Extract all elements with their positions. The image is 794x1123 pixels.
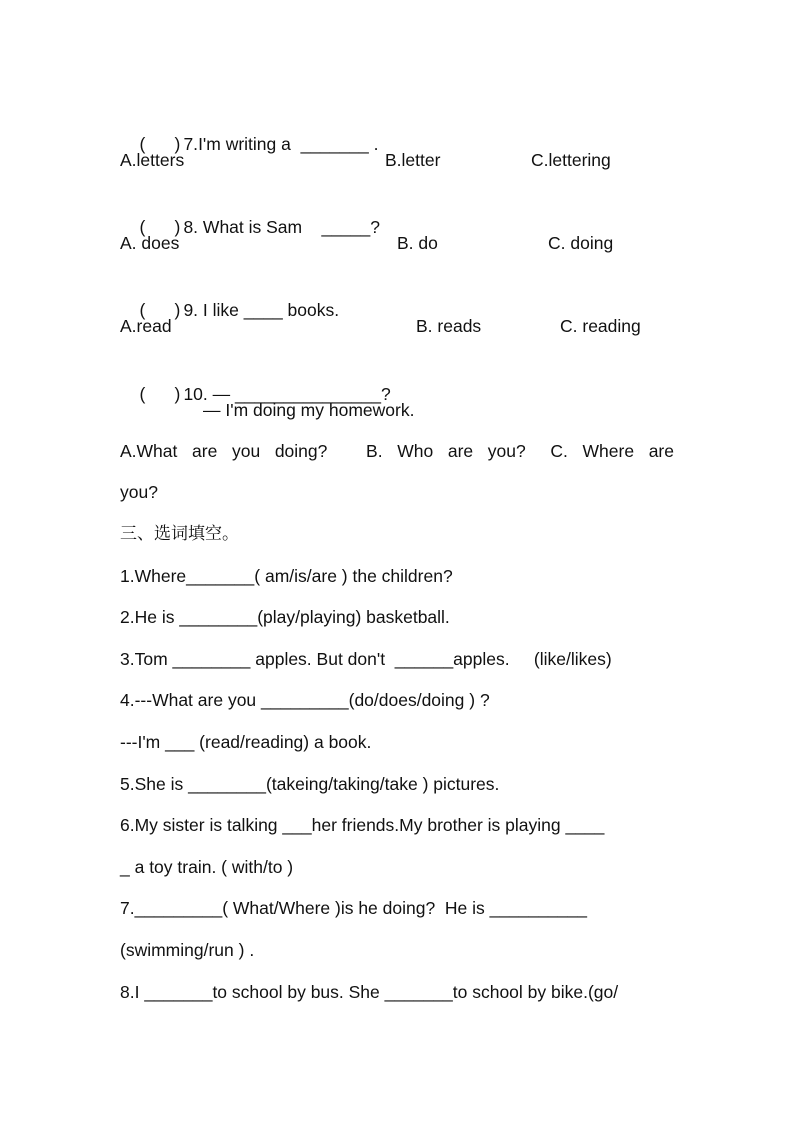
q10-word: are [447, 441, 474, 461]
fill-item-2: 2.He is ________(play/playing) basketball. [120, 607, 450, 627]
q9-option-c: C. reading [560, 316, 641, 336]
question-10-stem: — _______________? [207, 384, 391, 404]
fill-item-7-cont: (swimming/run ) . [120, 940, 255, 960]
q10-options-continued: you? [120, 482, 158, 502]
q10-word: Where [582, 441, 635, 461]
fill-item-3: 3.Tom ________ apples. But don't ______apples. (like/likes) [120, 649, 612, 669]
q10-options-line [120, 438, 674, 464]
question-7-stem: I'm writing a _______ . [198, 134, 379, 154]
q8-option-c: C. doing [548, 233, 614, 253]
q9-option-b: B. reads [416, 316, 482, 336]
question-8 [120, 188, 380, 237]
question-7 [120, 105, 379, 154]
question-7-number: 7. [183, 134, 199, 154]
question-9 [120, 271, 340, 320]
q10-word: B. [366, 441, 383, 461]
answer-paren-10: ( ) [139, 384, 181, 404]
question-10-number: 10. [183, 384, 208, 404]
q7-option-a: A.letters [120, 150, 185, 170]
q10-word: are [648, 441, 674, 461]
q10-word: Who [397, 441, 434, 461]
q10-answer-line: — I'm doing my homework. [203, 400, 415, 420]
q7-option-c: C.lettering [531, 150, 611, 170]
q10-word: you? [487, 441, 526, 461]
q10-word: A.What [120, 441, 178, 461]
question-9-stem: I like ____ books. [198, 300, 340, 320]
question-8-number: 8. [183, 217, 199, 237]
section-3-heading: 三、选词填空。 [120, 524, 239, 544]
q7-option-b: B.letter [385, 150, 441, 170]
question-8-stem: What is Sam _____? [198, 217, 380, 237]
q10-word: C. [550, 441, 568, 461]
fill-item-6: 6.My sister is talking ___her friends.My brother is playing ____ [120, 815, 605, 835]
question-9-number: 9. [183, 300, 199, 320]
q10-word: are [192, 441, 218, 461]
question-10 [120, 355, 391, 404]
fill-item-4: 4.---What are you _________(do/does/doing ) ? [120, 690, 490, 710]
q8-option-a: A. does [120, 233, 180, 253]
fill-item-7: 7._________( What/Where )is he doing? He is __________ [120, 898, 587, 918]
answer-paren-7: ( ) [139, 134, 181, 154]
q10-word: you [231, 441, 261, 461]
answer-paren-9: ( ) [139, 300, 181, 320]
q8-option-b: B. do [397, 233, 438, 253]
fill-item-8: 8.I _______to school by bus. She _______to school by bike.(go/ [120, 982, 619, 1002]
fill-item-4-reply: ---I'm ___ (read/reading) a book. [120, 732, 372, 752]
q9-option-a: A.read [120, 316, 172, 336]
fill-item-1: 1.Where_______( am/is/are ) the children? [120, 566, 453, 586]
fill-item-5: 5.She is ________(takeing/taking/take ) pictures. [120, 774, 500, 794]
answer-paren-8: ( ) [139, 217, 181, 237]
q10-word: doing? [274, 441, 328, 461]
fill-item-6-cont: _ a toy train. ( with/to ) [120, 857, 294, 877]
